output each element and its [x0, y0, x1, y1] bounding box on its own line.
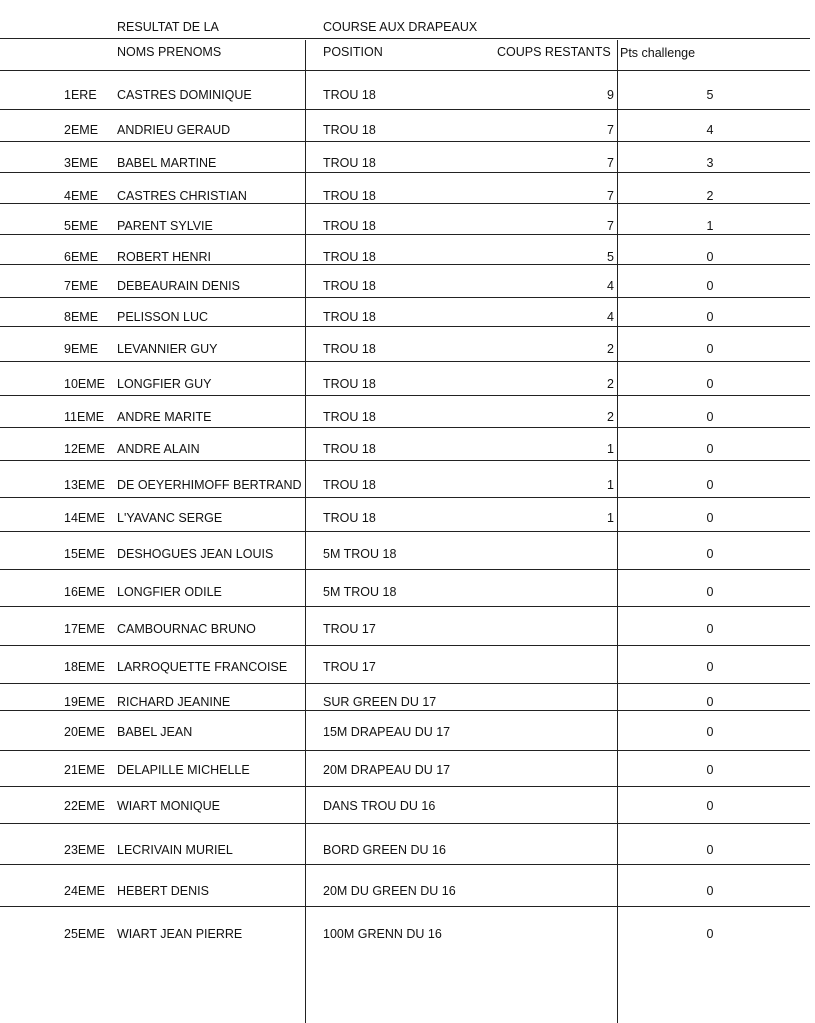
row-divider: [0, 750, 810, 751]
name-cell: PARENT SYLVIE: [117, 219, 213, 233]
pts-cell: 0: [706, 763, 714, 777]
position-cell: TROU 18: [323, 279, 376, 293]
position-cell: 15M DRAPEAU DU 17: [323, 725, 451, 739]
row-divider: [0, 70, 810, 71]
position-cell: TROU 18: [323, 189, 376, 203]
table-row: [0, 189, 815, 203]
position-cell: DANS TROU DU 16: [323, 799, 436, 813]
pts-cell: 0: [706, 410, 714, 424]
pts-cell: 0: [706, 250, 714, 264]
row-divider: [0, 109, 810, 110]
position-cell: TROU 18: [323, 156, 376, 170]
name-cell: LARROQUETTE FRANCOISE: [117, 660, 288, 674]
coups-cell: 4: [607, 279, 614, 293]
rank-cell: 23EME: [64, 843, 105, 857]
coups-cell: 4: [607, 310, 614, 324]
rank-cell: 2EME: [64, 123, 99, 137]
table-row: [0, 799, 815, 813]
position-cell: TROU 18: [323, 377, 376, 391]
table-row: [0, 843, 815, 857]
row-divider: [0, 460, 810, 461]
position-cell: SUR GREEN DU 17: [323, 695, 437, 709]
name-cell: DELAPILLE MICHELLE: [117, 763, 250, 777]
position-cell: TROU 18: [323, 442, 376, 456]
rank-cell: 21EME: [64, 763, 105, 777]
position-cell: TROU 18: [323, 123, 376, 137]
row-divider: [0, 172, 810, 173]
table-row: [0, 342, 815, 356]
pts-cell: 0: [706, 547, 714, 561]
pts-cell: 0: [706, 310, 714, 324]
name-cell: WIART JEAN PIERRE: [117, 927, 243, 941]
rank-cell: 15EME: [64, 547, 105, 561]
name-cell: ANDRE MARITE: [117, 410, 212, 424]
name-cell: BABEL JEAN: [117, 725, 193, 739]
position-cell: TROU 17: [323, 660, 376, 674]
pts-cell: 0: [706, 884, 714, 898]
row-divider: [0, 264, 810, 265]
row-divider: [0, 427, 810, 428]
name-cell: RICHARD JEANINE: [117, 695, 231, 709]
row-divider: [0, 823, 810, 824]
name-cell: CASTRES DOMINIQUE: [117, 88, 252, 102]
table-row: [0, 123, 815, 137]
table-row: [0, 763, 815, 777]
rank-cell: 8EME: [64, 310, 99, 324]
name-cell: LONGFIER GUY: [117, 377, 212, 391]
table-row: [0, 585, 815, 599]
pts-cell: 3: [706, 156, 714, 170]
pts-cell: 0: [706, 660, 714, 674]
rank-cell: 5EME: [64, 219, 99, 233]
name-cell: ANDRE ALAIN: [117, 442, 200, 456]
table-row: [0, 250, 815, 264]
row-divider: [0, 645, 810, 646]
rank-cell: 19EME: [64, 695, 105, 709]
row-divider: [0, 710, 810, 711]
name-cell: BABEL MARTINE: [117, 156, 217, 170]
pts-cell: 0: [706, 843, 714, 857]
pts-cell: 0: [706, 279, 714, 293]
pts-cell: 0: [706, 342, 714, 356]
row-divider: [0, 234, 810, 235]
name-cell: LECRIVAIN MURIEL: [117, 843, 233, 857]
coups-cell: 2: [607, 410, 614, 424]
table-row: [0, 219, 815, 233]
position-cell: 5M TROU 18: [323, 547, 397, 561]
name-cell: ROBERT HENRI: [117, 250, 212, 264]
rank-cell: 22EME: [64, 799, 105, 813]
table-row: [0, 884, 815, 898]
coups-cell: 7: [607, 189, 614, 203]
position-cell: TROU 18: [323, 88, 376, 102]
rank-cell: 11EME: [64, 410, 105, 424]
table-row: [0, 725, 815, 739]
pts-cell: 0: [706, 478, 714, 492]
pts-cell: 0: [706, 695, 714, 709]
table-row: [0, 377, 815, 391]
title-left: RESULTAT DE LA: [117, 20, 219, 34]
name-cell: DESHOGUES JEAN LOUIS: [117, 547, 274, 561]
position-cell: TROU 18: [323, 342, 376, 356]
table-row: [0, 660, 815, 674]
pts-cell: 2: [706, 189, 714, 203]
table-row: [0, 156, 815, 170]
position-cell: BORD GREEN DU 16: [323, 843, 446, 857]
name-cell: PELISSON LUC: [117, 310, 209, 324]
table-row: [0, 410, 815, 424]
table-row: [0, 279, 815, 293]
pts-cell: 0: [706, 725, 714, 739]
pts-cell: 5: [706, 88, 714, 102]
name-cell: ANDRIEU GERAUD: [117, 123, 231, 137]
table-row: [0, 88, 815, 102]
table-row: [0, 622, 815, 636]
rank-cell: 17EME: [64, 622, 105, 636]
rank-cell: 13EME: [64, 478, 105, 492]
table-row: [0, 310, 815, 324]
rank-cell: 1ERE: [64, 88, 97, 102]
name-cell: DE OEYERHIMOFF BERTRAND: [117, 478, 302, 492]
rank-cell: 20EME: [64, 725, 105, 739]
coups-cell: 1: [607, 511, 614, 525]
name-cell: DEBEAURAIN DENIS: [117, 279, 240, 293]
coups-cell: 5: [607, 250, 614, 264]
row-divider: [0, 361, 810, 362]
title-right: COURSE AUX DRAPEAUX: [323, 20, 478, 34]
position-cell: 100M GRENN DU 16: [323, 927, 442, 941]
coups-cell: 2: [607, 342, 614, 356]
position-cell: TROU 18: [323, 250, 376, 264]
coups-cell: 7: [607, 156, 614, 170]
rank-cell: 24EME: [64, 884, 105, 898]
pts-cell: 0: [706, 622, 714, 636]
position-cell: TROU 17: [323, 622, 376, 636]
rank-cell: 6EME: [64, 250, 99, 264]
rank-cell: 7EME: [64, 279, 99, 293]
name-cell: CASTRES CHRISTIAN: [117, 189, 247, 203]
pts-cell: 1: [706, 219, 714, 233]
coups-cell: 1: [607, 478, 614, 492]
row-divider: [0, 203, 810, 204]
rank-cell: 14EME: [64, 511, 105, 525]
pts-cell: 0: [706, 511, 714, 525]
column-header-names: NOMS PRENOMS: [117, 45, 222, 59]
row-divider: [0, 395, 810, 396]
pts-cell: 0: [706, 585, 714, 599]
table-row: [0, 547, 815, 561]
pts-cell: 4: [706, 123, 714, 137]
name-cell: L'YAVANC SERGE: [117, 511, 223, 525]
rank-cell: 18EME: [64, 660, 105, 674]
name-cell: WIART MONIQUE: [117, 799, 221, 813]
row-divider: [0, 569, 810, 570]
position-cell: 5M TROU 18: [323, 585, 397, 599]
pts-cell: 0: [706, 442, 714, 456]
position-cell: TROU 18: [323, 410, 376, 424]
coups-cell: 1: [607, 442, 614, 456]
name-cell: LEVANNIER GUY: [117, 342, 218, 356]
row-divider: [0, 297, 810, 298]
row-divider: [0, 786, 810, 787]
coups-cell: 7: [607, 219, 614, 233]
rank-cell: 25EME: [64, 927, 105, 941]
row-divider: [0, 683, 810, 684]
table-row: [0, 695, 815, 709]
coups-cell: 7: [607, 123, 614, 137]
row-divider: [0, 606, 810, 607]
table-row: [0, 442, 815, 456]
position-cell: 20M DU GREEN DU 16: [323, 884, 456, 898]
row-divider: [0, 38, 810, 39]
name-cell: LONGFIER ODILE: [117, 585, 222, 599]
position-cell: TROU 18: [323, 511, 376, 525]
position-cell: TROU 18: [323, 478, 376, 492]
row-divider: [0, 326, 810, 327]
column-header-coups: COUPS RESTANTS: [497, 45, 611, 59]
pts-cell: 0: [706, 799, 714, 813]
position-cell: TROU 18: [323, 310, 376, 324]
table-row: [0, 511, 815, 525]
column-header-position: POSITION: [323, 45, 383, 59]
row-divider: [0, 906, 810, 907]
rank-cell: 12EME: [64, 442, 105, 456]
position-cell: TROU 18: [323, 219, 376, 233]
row-divider: [0, 864, 810, 865]
rank-cell: 10EME: [64, 377, 105, 391]
rank-cell: 16EME: [64, 585, 105, 599]
table-row: [0, 478, 815, 492]
name-cell: HEBERT DENIS: [117, 884, 209, 898]
pts-cell: 0: [706, 927, 714, 941]
row-divider: [0, 141, 810, 142]
row-divider: [0, 497, 810, 498]
rank-cell: 3EME: [64, 156, 99, 170]
rank-cell: 9EME: [64, 342, 99, 356]
position-cell: 20M DRAPEAU DU 17: [323, 763, 451, 777]
rank-cell: 4EME: [64, 189, 99, 203]
coups-cell: 9: [607, 88, 614, 102]
column-header-pts: Pts challenge: [620, 46, 696, 60]
pts-cell: 0: [706, 377, 714, 391]
row-divider: [0, 531, 810, 532]
table-row: [0, 927, 815, 941]
coups-cell: 2: [607, 377, 614, 391]
name-cell: CAMBOURNAC BRUNO: [117, 622, 256, 636]
